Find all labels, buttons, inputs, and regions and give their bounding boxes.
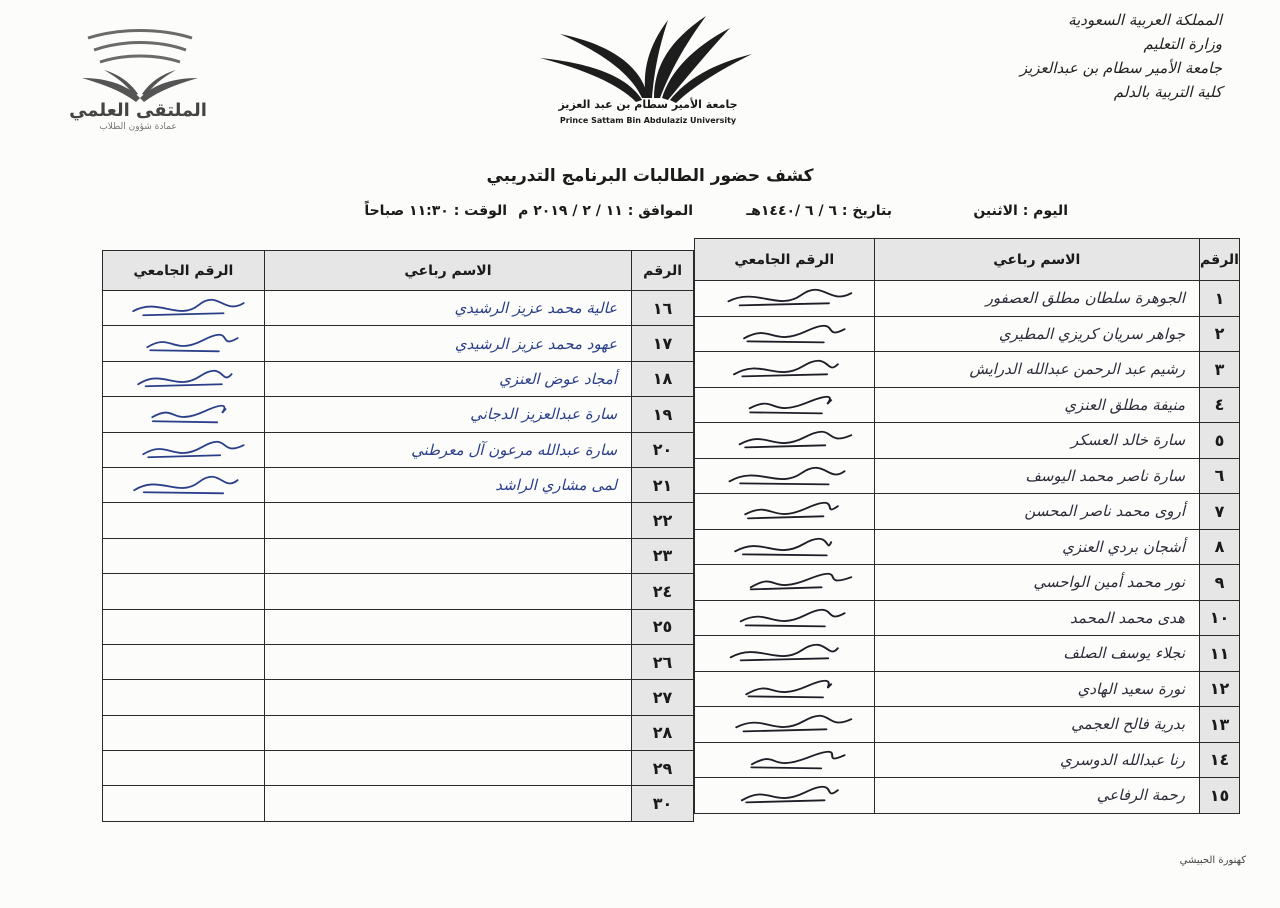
handwritten-signature-icon <box>695 778 874 813</box>
row-number: ٣٠ <box>632 786 694 821</box>
student-name: سارة عبدالله مرعون آل معرطني <box>264 432 631 467</box>
handwritten-signature-icon <box>695 281 874 316</box>
student-name: رنا عبدالله الدوسري <box>874 742 1199 778</box>
ministry-line: المملكة العربية السعودية <box>1068 11 1222 29</box>
row-number: ٢٨ <box>632 715 694 750</box>
signature-cell <box>695 281 875 317</box>
ministry-line: كلية التربية بالدلم <box>1113 83 1222 101</box>
row-number: ١٩ <box>632 397 694 432</box>
student-name: الجوهرة سلطان مطلق العصفور <box>874 281 1199 317</box>
row-number: ٢٦ <box>632 644 694 679</box>
table-header-row <box>695 239 1240 281</box>
student-name: لمى مشاري الراشد <box>264 467 631 502</box>
signature-cell <box>103 467 265 502</box>
signature-cell <box>695 352 875 388</box>
student-name <box>264 574 631 609</box>
table-row <box>695 458 1240 494</box>
ministry-line: جامعة الأمير سطام بن عبدالعزيز <box>1019 59 1222 77</box>
signature-cell <box>103 786 265 821</box>
page-title: كشف حضور الطالبات البرنامج التدريبي <box>486 166 814 186</box>
table-row <box>103 786 694 821</box>
handwritten-signature-icon <box>103 468 264 502</box>
student-name <box>264 538 631 573</box>
table-row <box>103 609 694 644</box>
row-number: ١١ <box>1200 636 1240 672</box>
handwritten-signature-icon <box>695 459 874 494</box>
handwritten-signature-icon <box>695 636 874 671</box>
signature-cell <box>695 494 875 530</box>
table-row <box>103 467 694 502</box>
row-number: ٣ <box>1200 352 1240 388</box>
row-number: ٥ <box>1200 423 1240 459</box>
row-number: ٢٧ <box>632 680 694 715</box>
table-row <box>695 494 1240 530</box>
row-number: ١٥ <box>1200 778 1240 814</box>
student-name: رشيم عبد الرحمن عبدالله الدرايش <box>874 352 1199 388</box>
student-name <box>264 503 631 538</box>
table-header-row <box>103 251 694 291</box>
signature-cell <box>103 397 265 432</box>
student-name: نور محمد أمين الواحسي <box>874 565 1199 601</box>
student-name <box>264 786 631 821</box>
column-header-name: الاسم رباعي <box>264 251 631 291</box>
table-row <box>695 671 1240 707</box>
table-row <box>103 361 694 396</box>
row-number: ١٨ <box>632 361 694 396</box>
handwritten-signature-icon <box>103 433 264 467</box>
signature-cell <box>103 291 265 326</box>
student-name <box>264 751 631 786</box>
row-number: ٦ <box>1200 458 1240 494</box>
attendance-table-left <box>102 250 694 822</box>
signature-cell <box>695 565 875 601</box>
signature-cell <box>695 636 875 672</box>
table-row <box>103 715 694 750</box>
column-header-num: الرقم <box>1200 239 1240 281</box>
meta-hijri-date: بتاريخ : ٦ / ٦ /١٤٤٠هـ <box>746 203 892 219</box>
row-number: ١٢ <box>1200 671 1240 707</box>
table-row <box>695 423 1240 459</box>
handwritten-signature-icon <box>103 397 264 431</box>
university-name-en: Prince Sattam Bin Abdulaziz University <box>559 116 737 125</box>
table-row <box>695 529 1240 565</box>
forum-subtitle: عمادة شؤون الطلاب <box>99 122 177 132</box>
handwritten-signature-icon <box>695 423 874 458</box>
handwritten-signature-icon <box>695 352 874 387</box>
student-name <box>264 715 631 750</box>
signature-cell <box>695 529 875 565</box>
table-row <box>695 636 1240 672</box>
handwritten-signature-icon <box>695 388 874 423</box>
student-name: سارة خالد العسكر <box>874 423 1199 459</box>
signature-cell <box>103 609 265 644</box>
column-header-uni-id: الرقم الجامعي <box>695 239 875 281</box>
handwritten-signature-icon <box>695 707 874 742</box>
row-number: ١٣ <box>1200 707 1240 743</box>
row-number: ٢٩ <box>632 751 694 786</box>
student-name: نورة سعيد الهادي <box>874 671 1199 707</box>
university-name-ar: جامعة الأمير سطام بن عبد العزيز <box>558 98 738 111</box>
student-name: أشجان بردي العنزي <box>874 529 1199 565</box>
signature-cell <box>103 361 265 396</box>
handwritten-signature-icon <box>695 530 874 565</box>
row-number: ١٠ <box>1200 600 1240 636</box>
student-name: منيفة مطلق العنزي <box>874 387 1199 423</box>
row-number: ٢ <box>1200 316 1240 352</box>
row-number: ٢٥ <box>632 609 694 644</box>
handwritten-signature-icon <box>103 291 264 325</box>
table-row <box>695 707 1240 743</box>
student-name: أمجاد عوض العنزي <box>264 361 631 396</box>
signature-cell <box>103 326 265 361</box>
row-number: ٧ <box>1200 494 1240 530</box>
attendance-table-right <box>694 238 1240 814</box>
signature-cell <box>695 671 875 707</box>
handwritten-signature-icon <box>695 672 874 707</box>
table-row <box>103 644 694 679</box>
signature-cell <box>103 715 265 750</box>
table-row <box>695 600 1240 636</box>
row-number: ١٧ <box>632 326 694 361</box>
column-header-uni-id: الرقم الجامعي <box>103 251 265 291</box>
student-name: هدى محمد المحمد <box>874 600 1199 636</box>
table-row <box>695 387 1240 423</box>
table-row <box>103 680 694 715</box>
row-number: ٢١ <box>632 467 694 502</box>
row-number: ٢٤ <box>632 574 694 609</box>
signature-cell <box>103 751 265 786</box>
signature-cell <box>695 387 875 423</box>
student-name: نجلاء يوسف الصلف <box>874 636 1199 672</box>
ministry-line: وزارة التعليم <box>1143 35 1222 53</box>
column-header-name: الاسم رباعي <box>874 239 1199 281</box>
handwritten-signature-icon <box>103 326 264 360</box>
signature-cell <box>103 538 265 573</box>
student-name: أروى محمد ناصر المحسن <box>874 494 1199 530</box>
signature-cell <box>103 680 265 715</box>
row-number: ٩ <box>1200 565 1240 601</box>
table-row <box>103 291 694 326</box>
student-name: بدرية فالح العجمي <box>874 707 1199 743</box>
student-name: جواهر سريان كريزي المطيري <box>874 316 1199 352</box>
signature-cell <box>103 574 265 609</box>
table-row <box>103 432 694 467</box>
handwritten-signature-icon <box>695 317 874 352</box>
table-row <box>695 352 1240 388</box>
table-row <box>695 281 1240 317</box>
table-row <box>103 397 694 432</box>
footer-note: كهنورة الحبيشي <box>1179 855 1246 866</box>
table-row <box>695 316 1240 352</box>
signature-cell <box>103 503 265 538</box>
table-row <box>103 503 694 538</box>
ministry-block <box>992 8 1222 104</box>
student-name: عهود محمد عزيز الرشيدي <box>264 326 631 361</box>
meta-gregorian-date: الموافق : ١١ / ٢ / ٢٠١٩ م <box>518 203 693 219</box>
handwritten-signature-icon <box>695 601 874 636</box>
table-row <box>103 326 694 361</box>
signature-cell <box>695 423 875 459</box>
row-number: ٢٣ <box>632 538 694 573</box>
row-number: ١ <box>1200 281 1240 317</box>
handwritten-signature-icon <box>695 494 874 529</box>
signature-cell <box>695 778 875 814</box>
handwritten-signature-icon <box>103 362 264 396</box>
row-number: ٢٢ <box>632 503 694 538</box>
student-name: سارة ناصر محمد اليوسف <box>874 458 1199 494</box>
table-row <box>103 538 694 573</box>
student-name <box>264 680 631 715</box>
row-number: ١٦ <box>632 291 694 326</box>
student-name: سارة عبدالعزيز الدجاني <box>264 397 631 432</box>
signature-cell <box>695 742 875 778</box>
student-name: عالية محمد عزيز الرشيدي <box>264 291 631 326</box>
table-row <box>695 742 1240 778</box>
signature-cell <box>103 644 265 679</box>
handwritten-signature-icon <box>695 743 874 778</box>
row-number: ١٤ <box>1200 742 1240 778</box>
row-number: ٤ <box>1200 387 1240 423</box>
row-number: ٢٠ <box>632 432 694 467</box>
meta-time: الوقت : ١١:٣٠ صباحاً <box>364 203 507 219</box>
signature-cell <box>695 458 875 494</box>
student-name <box>264 609 631 644</box>
signature-cell <box>103 432 265 467</box>
student-name: رحمة الرفاعي <box>874 778 1199 814</box>
signature-cell <box>695 600 875 636</box>
handwritten-signature-icon <box>695 565 874 600</box>
student-name <box>264 644 631 679</box>
table-row <box>103 751 694 786</box>
table-row <box>695 565 1240 601</box>
signature-cell <box>695 316 875 352</box>
signature-cell <box>695 707 875 743</box>
table-row <box>695 778 1240 814</box>
meta-day: اليوم : الاثنين <box>973 203 1068 219</box>
forum-title: الملتقى العلمي <box>69 100 207 121</box>
row-number: ٨ <box>1200 529 1240 565</box>
column-header-num: الرقم <box>632 251 694 291</box>
table-row <box>103 574 694 609</box>
